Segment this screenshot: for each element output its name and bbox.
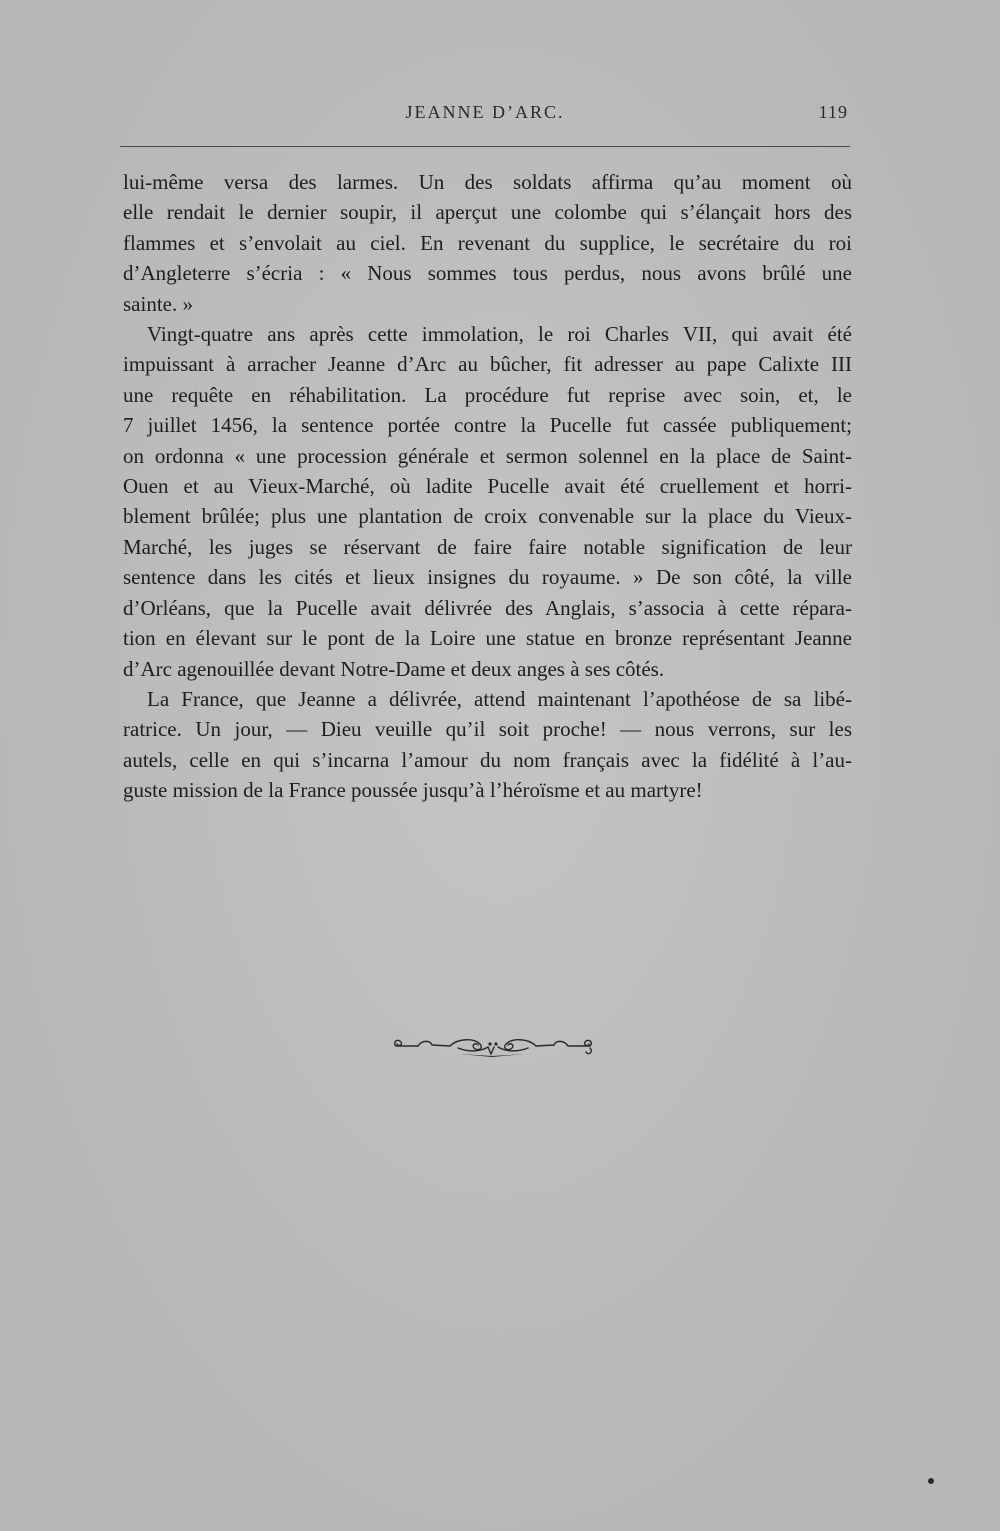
body-text: [123, 167, 852, 806]
text-line: d’Angleterre s’écria : « Nous sommes tous perdus, nous avons brûlé une: [123, 261, 852, 286]
scroll-flourish-icon: [388, 1030, 598, 1060]
text-line: La France, que Jeanne a délivrée, attend maintenant l’apothéose de sa libé-: [147, 686, 852, 711]
text-line: blement brûlée; plus une plantation de croix convenable sur la place du Vieux-: [123, 504, 852, 529]
text-line: lui-même versa des larmes. Un des soldats affirma qu’au moment où: [123, 170, 852, 194]
text-line: on ordonna « une procession générale et sermon solennel en la place de Saint-: [123, 443, 852, 468]
text-line: flammes et s’envolait au ciel. En revenant du supplice, le secrétaire du roi: [123, 230, 852, 255]
text-line: une requête en réhabilitation. La procédure fut reprise avec soin, et, le: [123, 382, 852, 407]
page-number: 119: [818, 102, 848, 122]
text-line: tion en élevant sur le pont de la Loire une statue en bronze représentant Jeanne: [123, 626, 852, 651]
text-line: autels, celle en qui s’incarna l’amour du nom français avec la fidélité à l’au-: [123, 747, 852, 772]
text-line: impuissant à arracher Jeanne d’Arc au bûcher, fit adresser au pape Calixte III: [123, 352, 852, 377]
text-line: Ouen et au Vieux-Marché, où ladite Pucelle avait été cruellement et horri-: [123, 474, 852, 499]
text-line: ratrice. Un jour, — Dieu veuille qu’il soit proche! — nous verrons, sur les: [123, 717, 852, 742]
ink-speck: [928, 1478, 934, 1484]
text-line: 7 juillet 1456, la sentence portée contre la Pucelle fut cassée publiquement;: [123, 413, 852, 438]
header-rule: [120, 146, 850, 147]
paragraph-3: [123, 684, 852, 806]
running-head: [120, 100, 850, 130]
text-line: sainte. »: [123, 291, 193, 316]
text-line: elle rendait le dernier soupir, il aperçut une colombe qui s’élançait hors des: [123, 200, 852, 225]
text-line: guste mission de la France poussée jusqu’à l’héroïsme et au martyre!: [123, 778, 703, 803]
text-line: sentence dans les cités et lieux insignes du royaume. » De son côté, la ville: [123, 565, 852, 590]
paragraph-1: [123, 167, 852, 319]
paragraph-2: [123, 319, 852, 684]
text-line: d’Arc agenouillée devant Notre-Dame et deux anges à ses côtés.: [123, 656, 665, 681]
text-line: Vingt-quatre ans après cette immolation, le roi Charles VII, qui avait été: [147, 322, 852, 347]
text-line: d’Orléans, que la Pucelle avait délivrée des Anglais, s’associa à cette répara-: [123, 595, 852, 620]
text-line: Marché, les juges se réservant de faire faire notable signification de leur: [123, 534, 852, 559]
running-title: JEANNE D’ARC.: [405, 102, 565, 122]
